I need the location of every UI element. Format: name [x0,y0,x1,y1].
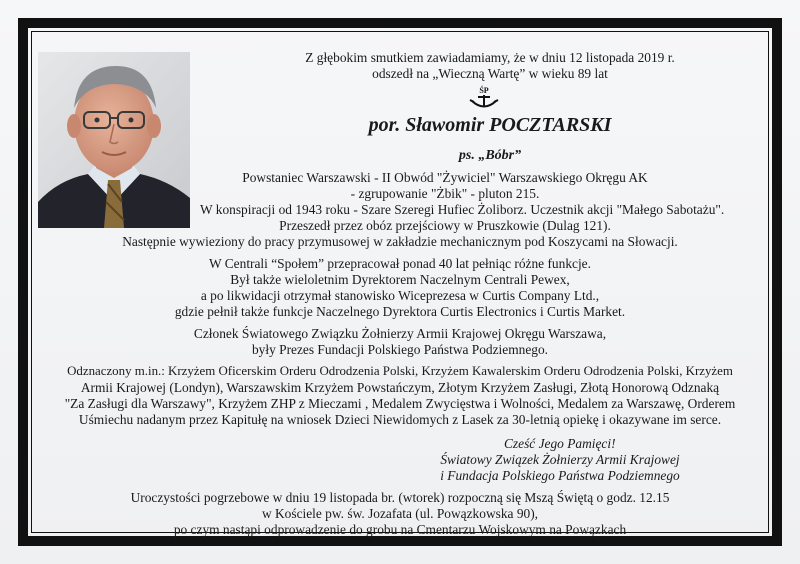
career-line-4: gdzie pełnił także funkcje Naczelnego Dyrektora Curtis Electronics i Curtis Market. [174,304,626,319]
signature-line-3: i Fundacja Polskiego Państwa Podziemnego [440,468,680,483]
signature-line-1: Cześć Jego Pamięci! [504,436,616,451]
funeral-line-3: po czym nastąpi odprowadzenie do grobu na Cmentarzu Wojskowym na Powązkach [173,522,627,537]
bio-line-3: W konspiracji od 1943 roku - Szare Szeregi Hufiec Żoliborz. Uczestnik akcji "Małego Sabotażu". [200,202,725,217]
bio-line-1: Powstaniec Warszawski - II Obwód "Żywiciel" Warszawskiego Okręgu AK [242,170,648,185]
portrait-photo [38,52,190,228]
career-line-3: a po likwidacji otrzymał stanowisko Wiceprezesa w Curtis Company Ltd., [200,288,600,303]
awards-line-3: "Za Zasługi dla Warszawy", Krzyżem ZHP z Mieczami , Medalem Zwycięstwa i Wolności, Medalem za Warszawę, Orderem [64,396,736,411]
deceased-name: por. Sławomir POCZTARSKI [368,114,612,136]
emblem-label: ŚP [479,86,489,95]
funeral-line-2: w Kościele pw. św. Jozafata (ul. Powązkowska 90), [261,506,539,521]
career-line-2: Był także wieloletnim Dyrektorem Naczelnym Centrali Pewex, [230,272,570,287]
announcement-line-2: odszedł na „Wieczną Wartę” w wieku 89 lat [372,66,608,81]
pseudonym: ps. „Bóbr” [458,148,522,163]
bio-line-2: - zgrupowanie "Żbik" - pluton 215. [350,186,540,201]
career-line-1: W Centrali “Społem” przepracował ponad 40 lat pełniąc różne funkcje. [209,256,591,271]
funeral-line-1: Uroczystości pogrzebowe w dniu 19 listopada br. (wtorek) rozpoczną się Mszą Świętą o godz. 12.15 [130,490,670,505]
membership-line-2: były Prezes Fundacji Polskiego Państwa Podziemnego. [251,342,549,357]
awards-line-2: Armii Krajowej (Londyn), Warszawskim Krzyżem Powstańczym, Złotym Krzyżem Zasługi, Złotą Honorową Odznaką [80,380,720,395]
bio-line-5: Następnie wywieziony do pracy przymusowej w zakładzie mechanicznym pod Koszycami na Słowacji. [122,234,678,249]
awards-line-4: Uśmiechu nadanym przez Kapitułę na wniosek Dzieci Niewidomych z Lasek za 30-letnią opiekę i okazywane im serce. [78,412,722,427]
awards-line-1: Odznaczony m.in.: Krzyżem Oficerskim Orderu Odrodzenia Polski, Krzyżem Kawalerskim Orderu Odrodzenia Polski, Krzyżem [67,364,733,378]
bio-line-4: Przeszedł przez obóz przejściowy w Pruszkowie (Dulag 121). [279,218,611,233]
announcement-line-1: Z głębokim smutkiem zawiadamiamy, że w dniu 12 listopada 2019 r. [305,50,675,65]
membership-line-1: Członek Światowego Związku Żołnierzy Armii Krajowej Okręgu Warszawa, [193,326,607,341]
signature-line-2: Światowy Związek Żołnierzy Armii Krajowej [440,452,680,467]
fighting-poland-emblem-icon [464,84,504,110]
